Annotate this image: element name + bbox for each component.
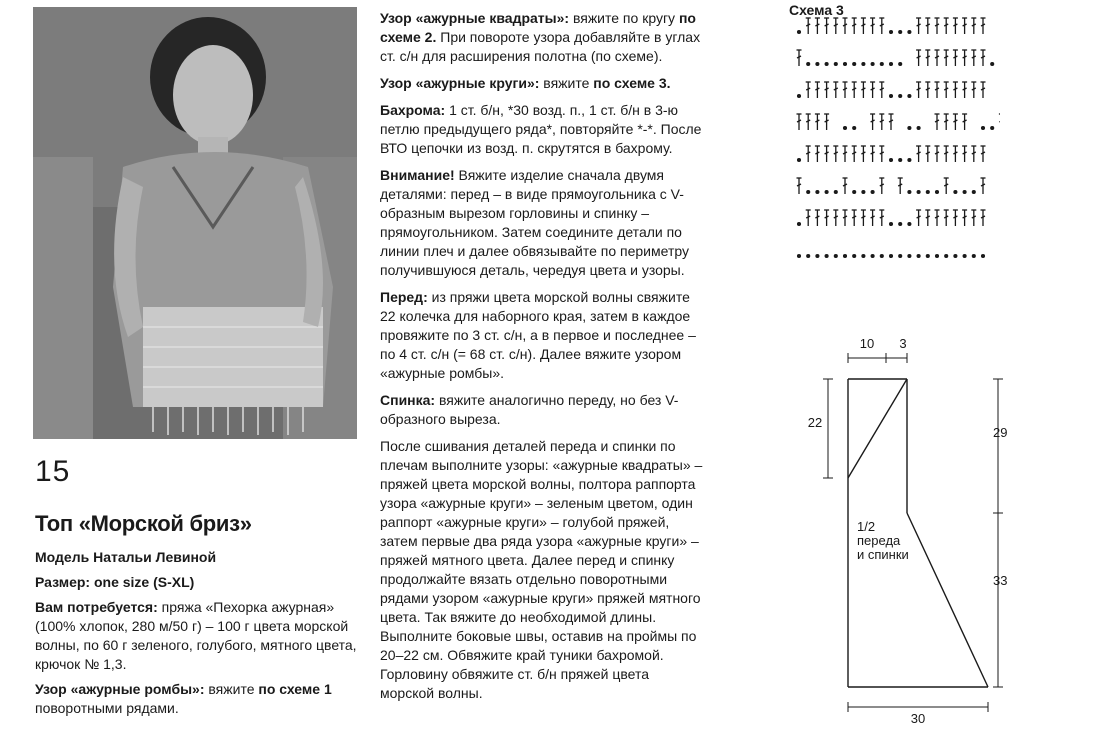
squares-paragraph: Узор «ажурные квадраты»: вяжите по кругу по схеме 2. При повороте узора добавляйте в углах ст. с/н для расширения полотна (по схеме).: [380, 10, 701, 64]
chart-stitch-dc-cross: [843, 152, 847, 154]
chart-stitch-dc-cross: [852, 24, 856, 26]
chart-stitch-dc-cross: [963, 152, 967, 154]
chart-stitch-dc-cross: [981, 152, 985, 154]
chart-stitch-dc-cross: [953, 152, 957, 154]
attention-paragraph: Внимание! Вяжите изделие сначала двумя деталями: перед – в виде прямоугольника с V-образным вырезом горловины и спинку – прямоугольником. Затем соедините детали по линии плеч и далее обвязывайте по периметру получившуюся деталь, чередуя цвета и узоры.: [380, 167, 689, 278]
chart-stitch-chain: [798, 223, 801, 226]
crochet-chart-3: [785, 2, 1000, 277]
chart-stitch-dc-cross: [880, 120, 884, 122]
chart-stitch-dc-cross: [981, 56, 985, 58]
chart-stitch-dc-cross: [953, 24, 957, 26]
chart-stitch-chain: [816, 255, 819, 258]
fringe-paragraph: Бахрома: 1 ст. б/н, *30 возд. п., 1 ст. б/н в 3-ю петлю предыдущего ряда*, повторяйте *-*. После ВТО цепочки из возд. п. скрутятся в бахрому.: [380, 102, 702, 156]
dim-label-10: 10: [859, 336, 875, 351]
chart-stitch-chain: [798, 95, 801, 98]
chart-stitch-dc-cross: [999, 120, 1000, 122]
garment-pattern: [785, 275, 1010, 730]
chart-stitch-dc-cross: [815, 216, 819, 218]
chart-stitch-chain: [871, 191, 874, 194]
chart-stitch-dc-cross: [972, 152, 976, 154]
chart-stitch-chain: [798, 159, 801, 162]
chart-stitch-chain: [890, 223, 893, 226]
chart-stitch-dc-cross: [935, 120, 939, 122]
chart-stitch-dc-cross: [963, 56, 967, 58]
chart-stitch-chain: [853, 255, 856, 258]
chart-stitch-dc-cross: [935, 24, 939, 26]
front-paragraph: Перед: из пряжи цвета морской волны свяжите 22 колечка для наборного края, затем в каждое провяжите по 3 ст. с/н, а в первое и последнее – по 4 ст. с/н (= 68 ст. с/н). Далее вяжите узором «ажурные ромбы».: [380, 289, 696, 381]
pattern-side-slope: [907, 513, 988, 687]
chart-stitch-dc-cross: [871, 120, 875, 122]
chart-stitch-dc-cross: [926, 152, 930, 154]
chart-stitch-chain: [834, 255, 837, 258]
chart-stitch-chain: [963, 255, 966, 258]
chart-stitch-dc-cross: [843, 88, 847, 90]
chart-stitch-dc-cross: [861, 88, 865, 90]
chart-stitch-dc-cross: [815, 24, 819, 26]
chart-stitch-dc-cross: [972, 216, 976, 218]
middle-column: [380, 9, 706, 711]
chart-stitch-dc-cross: [861, 216, 865, 218]
chart-stitch-chain: [945, 255, 948, 258]
rhombus-paragraph: Узор «ажурные ромбы»: вяжите по схеме 1 поворотными рядами.: [35, 681, 332, 716]
chart-stitch-chain: [871, 63, 874, 66]
chart-stitch-chain: [908, 223, 911, 226]
chart-stitch-dc-cross: [806, 152, 810, 154]
pattern-label-fraction: 1/2: [857, 519, 876, 534]
chart-stitch-dc-cross: [797, 120, 801, 122]
chart-stitch-dc-cross: [953, 88, 957, 90]
chart-stitch-dc-cross: [852, 216, 856, 218]
chart-stitch-chain: [853, 191, 856, 194]
chart-stitch-chain: [908, 255, 911, 258]
chart-stitch-chain: [899, 255, 902, 258]
chart-stitch-dc-cross: [880, 184, 884, 186]
chart-stitch-dc-cross: [806, 216, 810, 218]
chart-stitch-dc-cross: [953, 120, 957, 122]
model-credit: Модель Натальи Левиной: [35, 549, 217, 565]
chart-stitch-dc-cross: [825, 88, 829, 90]
chart-stitch-dc-cross: [944, 24, 948, 26]
chart-stitch-chain: [825, 191, 828, 194]
chart-stitch-chain: [844, 127, 847, 130]
chart-stitch-dc-cross: [963, 24, 967, 26]
chart-stitch-dc-cross: [825, 24, 829, 26]
chart-stitch-dc-cross: [843, 216, 847, 218]
chart-stitch-dc-cross: [926, 56, 930, 58]
chart-stitch-dc-cross: [843, 24, 847, 26]
chart-stitch-chain: [926, 191, 929, 194]
chart-stitch-dc-cross: [825, 216, 829, 218]
chart-stitch-chain: [991, 127, 994, 130]
finishing-paragraph: После сшивания деталей переда и спинки по плечам выполните узоры: «ажурные квадраты» – пряжей цвета морской волны, полтора раппорта узора «ажурные круги» – зеленым цветом, один раппорт «ажурные круги» – голубой пряжей, затем первые два ряда узора «ажурные круги» – пряжей мятного цвета. Далее перед и спинку продолжайте вязать отдельно поворотными рядами узором «ажурные круги» пряжей мятного цвета. Так вяжите до необходимой длины. Выполните боковые швы, оставив на проймы по 20–22 см. Обвяжите край туники бахромой. Горловину обвяжите ст. б/н пряжей цвета морской волны.: [380, 438, 703, 701]
chart-stitch-chain: [917, 191, 920, 194]
chart-stitch-dc-cross: [935, 216, 939, 218]
dim-label-33: 33: [993, 573, 1008, 588]
chart-stitch-dc-cross: [806, 120, 810, 122]
chart-stitch-chain: [834, 191, 837, 194]
chart-stitch-dc-cross: [825, 152, 829, 154]
chart-stitch-dc-cross: [797, 184, 801, 186]
dim-label-30: 30: [910, 711, 926, 726]
chart-stitch-chain: [926, 255, 929, 258]
chart-stitch-dc-cross: [917, 24, 921, 26]
chart-stitch-chain: [807, 63, 810, 66]
chart-stitch-dc-cross: [871, 24, 875, 26]
chart-stitch-dc-cross: [963, 216, 967, 218]
materials-paragraph: Вам потребуется: пряжа «Пехорка ажурная» (100% хлопок, 280 м/50 г) – 100 г цвета морской волны, по 60 г зеленого, голубого, мятного цвета, крючок № 1,3.: [35, 599, 357, 672]
chart-stitch-dc-cross: [917, 56, 921, 58]
chart-stitch-dc-cross: [917, 216, 921, 218]
chart-stitch-dc-cross: [880, 152, 884, 154]
chart-stitch-chain: [871, 255, 874, 258]
chart-stitch-chain: [954, 191, 957, 194]
chart-stitch-dc-cross: [843, 184, 847, 186]
chart-stitch-dc-cross: [917, 88, 921, 90]
chart-stitch-chain: [899, 95, 902, 98]
chart-stitch-dc-cross: [944, 120, 948, 122]
chart-stitch-chain: [917, 255, 920, 258]
chart-stitch-chain: [844, 63, 847, 66]
article-title: Топ «Морской бриз»: [35, 511, 252, 536]
chart-stitch-chain: [899, 223, 902, 226]
chart-stitch-dc-cross: [871, 152, 875, 154]
chart-stitch-dc-cross: [981, 24, 985, 26]
chart-stitch-chain: [991, 63, 994, 66]
pattern-label-back: и спинки: [857, 547, 909, 562]
chart-stitch-dc-cross: [953, 216, 957, 218]
page-number: 15: [35, 455, 71, 488]
chart-stitch-chain: [807, 255, 810, 258]
chart-stitch-dc-cross: [944, 152, 948, 154]
chart-stitch-chain: [844, 255, 847, 258]
chart-stitch-chain: [862, 191, 865, 194]
chart-stitch-chain: [807, 191, 810, 194]
back-paragraph: Спинка: вяжите аналогично переду, но без V-образного выреза.: [380, 392, 679, 427]
chart-stitch-dc-cross: [889, 120, 893, 122]
chart-stitch-dc-cross: [806, 24, 810, 26]
chart-stitch-dc-cross: [815, 120, 819, 122]
chart-stitch-dc-cross: [935, 152, 939, 154]
chart-stitch-dc-cross: [963, 88, 967, 90]
chart-stitch-chain: [890, 255, 893, 258]
chart-stitch-dc-cross: [972, 88, 976, 90]
chart-stitch-dc-cross: [834, 152, 838, 154]
dim-label-22: 22: [807, 415, 823, 430]
chart-stitch-dc-cross: [880, 88, 884, 90]
chart-stitch-dc-cross: [880, 24, 884, 26]
chart-stitch-dc-cross: [815, 88, 819, 90]
chart-stitch-dc-cross: [935, 56, 939, 58]
chart-stitch-dc-cross: [972, 56, 976, 58]
chart-stitch-chain: [890, 159, 893, 162]
chart-stitch-dc-cross: [825, 120, 829, 122]
chart-stitch-chain: [825, 255, 828, 258]
model-photo-graphic: [33, 7, 357, 439]
chart-stitch-chain: [917, 127, 920, 130]
chart-stitch-dc-cross: [944, 88, 948, 90]
schema3-title: Схема 3: [789, 2, 844, 18]
chart-stitch-dc-cross: [917, 152, 921, 154]
chart-stitch-chain: [853, 63, 856, 66]
chart-stitch-dc-cross: [852, 152, 856, 154]
chart-stitch-chain: [936, 191, 939, 194]
chart-stitch-chain: [880, 63, 883, 66]
chart-stitch-dc-cross: [861, 24, 865, 26]
chart-stitch-chain: [963, 191, 966, 194]
chart-stitch-dc-cross: [981, 88, 985, 90]
pattern-neck-slope: [848, 379, 907, 478]
chart-stitch-dc-cross: [861, 152, 865, 154]
chart-stitch-chain: [798, 31, 801, 34]
chart-stitch-chain: [954, 255, 957, 258]
chart-stitch-dc-cross: [981, 216, 985, 218]
chart-stitch-chain: [908, 159, 911, 162]
chart-stitch-dc-cross: [944, 184, 948, 186]
chart-stitch-chain: [890, 63, 893, 66]
chart-stitch-dc-cross: [880, 216, 884, 218]
chart-stitch-chain: [899, 63, 902, 66]
chart-stitch-chain: [816, 63, 819, 66]
chart-stitch-chain: [972, 255, 975, 258]
chart-stitch-chain: [908, 31, 911, 34]
chart-stitch-chain: [908, 95, 911, 98]
chart-stitch-chain: [908, 127, 911, 130]
chart-stitch-chain: [862, 255, 865, 258]
chart-stitch-dc-cross: [926, 24, 930, 26]
chart-stitch-dc-cross: [834, 24, 838, 26]
chart-stitch-chain: [880, 255, 883, 258]
chart-stitch-dc-cross: [852, 88, 856, 90]
chart-stitch-chain: [862, 63, 865, 66]
chart-stitch-dc-cross: [797, 56, 801, 58]
chart-stitch-dc-cross: [834, 88, 838, 90]
chart-stitch-dc-cross: [981, 184, 985, 186]
circles-paragraph: Узор «ажурные круги»: вяжите по схеме 3.: [380, 75, 671, 91]
model-photo: [33, 7, 357, 439]
chart-stitch-chain: [972, 191, 975, 194]
chart-stitch-dc-cross: [871, 216, 875, 218]
chart-stitch-chain: [899, 159, 902, 162]
chart-stitch-dc-cross: [953, 56, 957, 58]
chart-stitch-chain: [982, 255, 985, 258]
chart-stitch-chain: [825, 63, 828, 66]
chart-stitch-dc-cross: [944, 56, 948, 58]
chart-stitch-chain: [853, 127, 856, 130]
chart-stitch-dc-cross: [926, 216, 930, 218]
chart-stitch-chain: [816, 191, 819, 194]
chart-stitch-chain: [798, 255, 801, 258]
dim-label-3: 3: [899, 336, 907, 351]
chart-stitch-chain: [899, 31, 902, 34]
chart-stitch-chain: [890, 95, 893, 98]
chart-stitch-dc-cross: [963, 120, 967, 122]
chart-stitch-chain: [908, 191, 911, 194]
chart-stitch-dc-cross: [806, 88, 810, 90]
chart-stitch-dc-cross: [834, 216, 838, 218]
chart-stitch-dc-cross: [898, 184, 902, 186]
left-column: [35, 548, 357, 724]
size-line: Размер: one size (S-XL): [35, 574, 195, 590]
pattern-label-front: переда: [857, 533, 901, 548]
chart-stitch-chain: [834, 63, 837, 66]
chart-stitch-dc-cross: [944, 216, 948, 218]
chart-stitch-chain: [982, 127, 985, 130]
chart-stitch-dc-cross: [871, 88, 875, 90]
chart-stitch-dc-cross: [815, 152, 819, 154]
chart-stitch-chain: [936, 255, 939, 258]
chart-stitch-dc-cross: [926, 88, 930, 90]
chart-stitch-dc-cross: [935, 88, 939, 90]
chart-stitch-chain: [890, 31, 893, 34]
chart-stitch-dc-cross: [972, 24, 976, 26]
dim-label-29: 29: [993, 425, 1008, 440]
